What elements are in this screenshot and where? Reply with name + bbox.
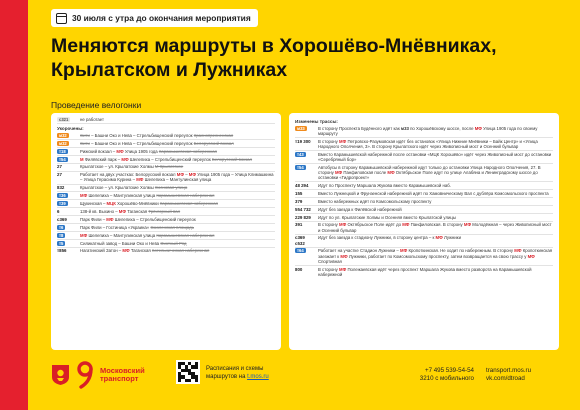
right-list (295, 117, 553, 346)
page-title: Меняются маршруты в Хорошёво-Мнёвниках, Крылатском и Лужниках (51, 35, 497, 81)
divider (57, 207, 275, 208)
shortened-route-row (57, 172, 275, 182)
route-number: т5 (59, 240, 64, 246)
changed-route-row (295, 215, 553, 220)
shortened-route-row (57, 141, 275, 146)
route-description: 138-й кв. Выхино – МФ Таганская Трёхгорный вал (80, 209, 181, 214)
changed-route-row (295, 222, 553, 232)
route-description: МФ Шелепиха – Мантулинская улица Карамышевская набережная (80, 193, 215, 199)
contact-phones (394, 367, 474, 382)
route-description: Идут по ул. Крылатские Холмы и Осенняя вместо Крылатской улицы (318, 214, 456, 220)
shortened-route-row (57, 157, 275, 162)
route-number: 800 (295, 266, 303, 272)
route-number: с369 (57, 216, 67, 222)
route-number: 832 (57, 185, 65, 191)
route-number: т19 300 (295, 138, 311, 144)
divider (295, 247, 553, 248)
route-description: В сторону МФ Полежаевская идёт через проспект Маршала Жукова вместо разворота на Карамышевской набережной (318, 266, 532, 277)
brand-line-1: Московский (100, 365, 145, 375)
shortened-route-row (57, 248, 275, 253)
shortened-route-row (57, 185, 275, 190)
route-description: Автобусы в сторону Карамышевской набережной идут только до остановки Улица Народного Ополчения, 27. В сторону МФ Панфиловская после МФ Октябрьское Поле идут по улице Алабяна и Ленинградскому шоссе до остановки «Гидропроект» (318, 164, 541, 181)
route-description: Идут без заезда к Филёвской набережной (318, 206, 402, 212)
not-working-row (57, 117, 275, 122)
divider (295, 234, 553, 235)
shortened-route-row (57, 164, 275, 169)
shortened-route-row (57, 241, 275, 246)
route-description: Крылатское – ул. Крылатские Холмы М Крылатское (80, 164, 184, 170)
route-number: т54 (59, 156, 66, 162)
shortened-route-row (57, 193, 275, 198)
divider (57, 171, 275, 172)
route-number: 6 (57, 209, 60, 214)
changed-route-row (295, 207, 553, 212)
logo-group (51, 361, 145, 389)
divider (295, 181, 553, 182)
changed-route-row (295, 139, 553, 149)
shortened-route-row (57, 217, 275, 222)
route-description: Парк Фили – МФ Шелепиха – Стрельбищенский переулок (80, 216, 196, 222)
route-description: В сторону МФ Октябрьское Поле идёт до МФ Панфиловская. В сторону МФ Молодёжная – через Живописный мост и Осенний бульвар (318, 222, 552, 233)
divider (57, 239, 275, 240)
divider (295, 150, 553, 151)
left-list (57, 117, 275, 346)
divider (57, 231, 275, 232)
route-description: МФ Шелепиха – Мантулинская улица Карамышевская набережная (80, 232, 215, 238)
divider (295, 213, 553, 214)
changed-route-row (295, 183, 553, 188)
route-description: Сити – Башни Око и Нева – Стрельбищенский переулок Краснопресненская (80, 132, 234, 138)
route-number: с321 (59, 117, 69, 122)
changed-route-row (295, 248, 553, 263)
route-description: Вместо набережных идёт по Комсомольскому проспекту (318, 198, 432, 204)
divider (295, 221, 553, 222)
route-description: В сторону МФ Петровско-Разумовская идёт без остановок «Улица Нижние Мнёвники – Байк Центр» и «Улица Народного Ополчения, 3». В сторону Крылатского идёт через Живописный мост и Осенний бульвар (318, 138, 538, 150)
route-description: М Филёвский парк – МФ Шелепиха – Стрельбищенский переулок Белорусский вокзал (80, 156, 253, 162)
route-number: м33 (297, 126, 305, 131)
divider (57, 247, 275, 248)
divider (295, 137, 553, 138)
moscow-coat-of-arms-icon (51, 364, 70, 386)
divider (57, 215, 275, 216)
vk-link[interactable]: vk.com/dtroad (486, 374, 525, 382)
schedule-link[interactable]: t.mos.ru (247, 373, 269, 380)
changed-route-row (295, 191, 553, 196)
route-number: 155 (295, 190, 303, 196)
divider (57, 147, 275, 148)
changed-route-row (295, 267, 553, 277)
route-description: не работает (80, 117, 105, 122)
brand-text (100, 367, 145, 384)
route-description: Силикатный завод – Башни Око и Нева Охотный Ряд (80, 240, 187, 246)
route-number: т8 (59, 232, 64, 238)
changed-route-row (295, 165, 553, 180)
route-number: т64 (297, 248, 304, 254)
route-number: 229 829 (295, 214, 311, 220)
route-description: Работает на участке Стадион Лужники – МФ Кропоткинская. Не ходит по набережным. В сторону МФ Кропоткинская заезжает к МФ Лужники, работает по Комсомольскому проспекту, затем возвращается на свою трассу у МФ Спортивная (318, 248, 553, 264)
route-description: Сити – Башни Око и Нева – Стрельбищенский переулок Белорусский вокзал (80, 140, 234, 146)
route-description: Работает на двух участках: Белорусский вокзал МФ – МФ Улица 1905 года – Улица Климашкина – Улица Герасима Курина – МФ Шелепиха – Мантулинская улица (80, 172, 274, 183)
page-subtitle: Проведение велогонки (51, 100, 142, 110)
phone-number: +7 495 539-54-54 (424, 367, 474, 374)
route-number: т36 (59, 193, 66, 199)
divider (57, 191, 275, 192)
route-number: м32 (59, 132, 67, 138)
route-number: т18 (59, 148, 66, 154)
changed-route-row (295, 199, 553, 204)
divider (57, 139, 275, 140)
route-description: Идут по Проспекту Маршала Жукова вместо Карамышевской наб. (318, 183, 451, 189)
short-phone-number: 3210 с мобильного (419, 374, 474, 382)
divider (295, 265, 553, 266)
site-link[interactable]: transport.mos.ru (486, 367, 532, 374)
divider (57, 123, 275, 124)
route-description: Крылатское – ул. Крылатские Холмы Сосновая улица (80, 185, 188, 191)
divider (57, 223, 275, 224)
footer (28, 352, 580, 410)
route-number: с369 с532 (295, 235, 305, 246)
section-heading-changed: Изменены трассы: (295, 119, 338, 124)
route-description: Парк Фили – Гостиница «Украина» Смоленская площадь (80, 224, 194, 230)
route-description: Нагатинский Затон – МФ Таганская Котельническая набережная (80, 248, 210, 254)
route-number: т43 (297, 151, 304, 157)
divider (295, 189, 553, 190)
qr-caption-line-1: Расписания и схемы (206, 366, 264, 372)
route-number: т54 (297, 164, 304, 170)
transport-logo-icon (76, 361, 94, 389)
divider (57, 184, 275, 185)
left-card (51, 113, 281, 350)
calendar-icon (56, 13, 67, 24)
route-number: 27 (57, 172, 62, 178)
route-number: т6 (59, 224, 64, 230)
shortened-route-row (57, 133, 275, 138)
shortened-route-row (57, 201, 275, 206)
route-number: м32 (59, 140, 67, 146)
changed-route-row (295, 126, 553, 136)
route-description: Вместо Карамышевской набережной после остановки «МЦК Хорошёво» идёт через Живописный мост до остановки «Серебряный бор» (318, 151, 552, 163)
route-description: Идут без заезда к стадиону Лужники, в сторону центра – к МФ Лужники (318, 235, 461, 241)
shortened-route-row (57, 233, 275, 238)
divider (57, 199, 275, 200)
section-heading-shortened: Укорочены: (57, 125, 84, 131)
date-text: 30 июля с утра до окончания мероприятия (72, 13, 251, 23)
qr-code-icon (176, 360, 200, 384)
changed-route-row (295, 235, 553, 245)
left-red-stripe (0, 0, 28, 410)
route-number: 379 (295, 198, 303, 204)
route-number: т856 (57, 248, 67, 254)
date-chip (51, 9, 258, 27)
shortened-route-row (57, 225, 275, 230)
route-number: т39 (59, 201, 66, 207)
divider (295, 205, 553, 206)
shortened-route-row (57, 209, 275, 214)
shortened-route-row (57, 149, 275, 154)
right-card (289, 113, 559, 350)
route-number: 27 (57, 164, 62, 170)
route-description: Рижский вокзал – МФ Улица 1905 года Карамышевская набережная (80, 148, 217, 154)
divider (57, 155, 275, 156)
route-description: Щукинская – МЦК Хорошёво-Мнёвники Карамышевская набережная (80, 201, 218, 207)
changed-route-row (295, 152, 553, 162)
qr-caption-prefix: маршрутов на (206, 373, 248, 380)
route-number: 391 (295, 222, 303, 228)
brand-line-2: транспорт (100, 374, 139, 383)
route-description: В сторону Проспекта Будённого идёт как м33 по Хорошёвскому шоссе, после МФ Улица 1905 года по своему маршруту (318, 126, 538, 137)
divider (57, 163, 275, 164)
divider (295, 163, 553, 164)
route-description: Вместо Лужнецкой и Фрунзенской набережной идёт по Хамовническому Вал с дублёра Комсомольского проспекта (318, 190, 549, 196)
route-number: 554 732 (295, 206, 311, 212)
divider (295, 197, 553, 198)
website-links (486, 367, 531, 382)
route-number: 48 294 (295, 183, 309, 189)
qr-caption (206, 366, 269, 381)
